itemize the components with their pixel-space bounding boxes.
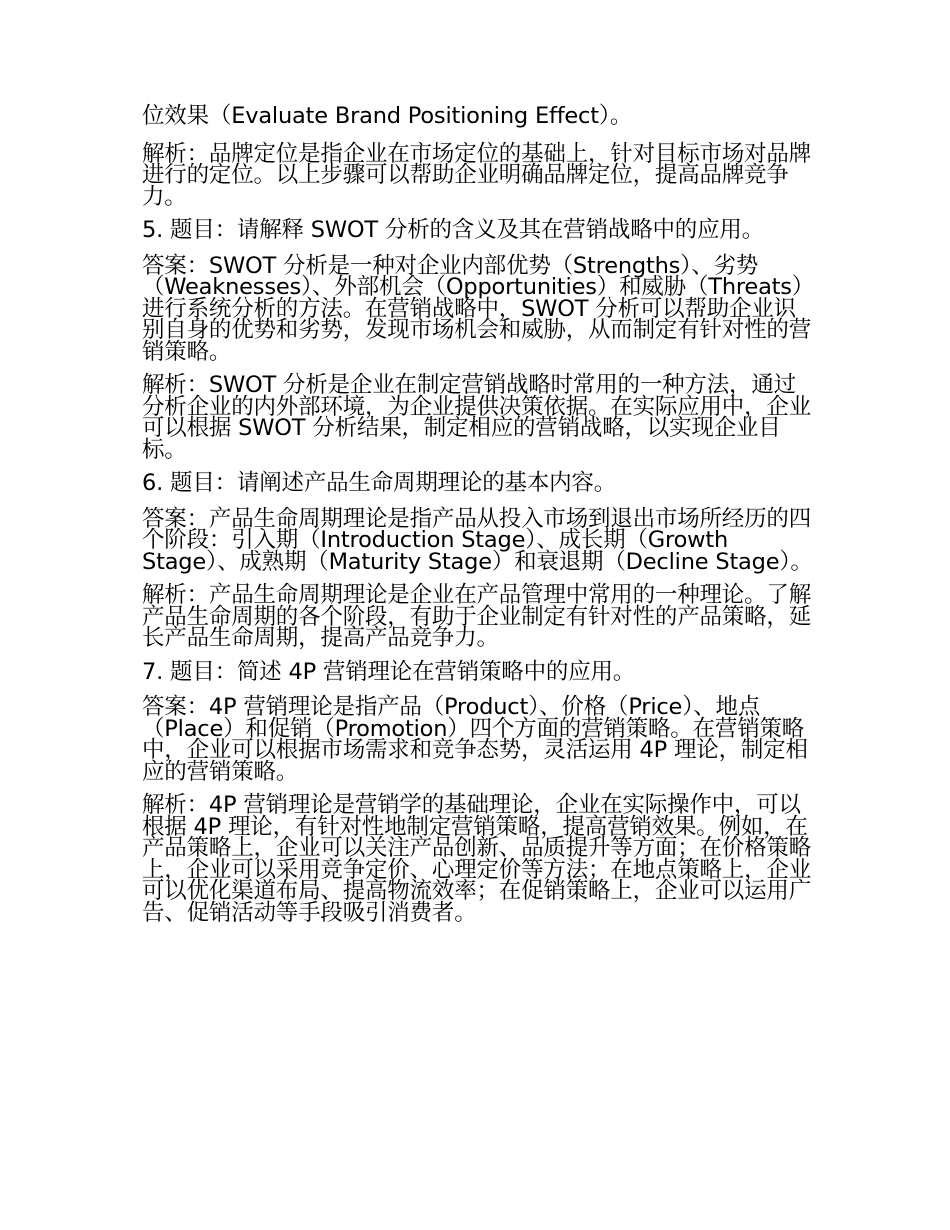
answer-6-product-lifecycle: 答案：产品生命周期理论是指产品从投入市场到退出市场所经历的四个阶段：引入期（Introduction Stage）、成长期（Growth Stage）、成熟期（Maturity Stage）和衰退期（Decline Stage）。 [142,505,813,575]
analysis-6-product-lifecycle: 解析：产品生命周期理论是企业在产品管理中常用的一种理论。了解产品生命周期的各个阶段，有助于企业制定有针对性的产品策略，延长产品生命周期，提高产品竞争力。 [142,582,812,651]
question-6-product-lifecycle: 6. 题目：请阐述产品生命周期理论的基本内容。 [142,470,617,496]
analysis-7-4p-marketing: 解析：4P 营销理论是营销学的基础理论，企业在实际操作中，可以根据 4P 理论，有针对性地制定营销策略，提高营销效果。例如，在产品策略上，企业可以关注产品创新、品质提升等方面；在价格策略上，企业可以采用竞争定价、心理定价等方法；在地点策略上，企业可以优化渠道布局、提高物流效率；在促销策略上，企业可以运用广告、促销活动等手段吸引消费者。 [142,792,812,926]
analysis-brand-positioning: 解析：品牌定位是指企业在市场定位的基础上，针对目标市场对品牌进行的定位。以上步骤可以帮助企业明确品牌定位，提高品牌竞争力。 [142,140,812,210]
answer-7-4p-marketing: 答案：4P 营销理论是指产品（Product）、价格（Price）、地点（Place）和促销（Promotion）四个方面的营销策略。在营销策略中，企业可以根据市场需求和竞争态势，灵活运用 4P 理论，制定相应的营销策略。 [142,694,808,785]
question-5-swot: 5. 题目：请解释 SWOT 分析的含义及其在营销战略中的应用。 [142,217,765,243]
analysis-5-swot: 解析：SWOT 分析是企业在制定营销战略时常用的一种方法，通过分析企业的内外部环境，为企业提供决策依据。在实际应用中，企业可以根据 SWOT 分析结果，制定相应的营销战略，以实现企业目标。 [142,372,812,463]
question-7-4p-marketing: 7. 题目：简述 4P 营销理论在营销策略中的应用。 [142,658,636,685]
answer-5-swot: 答案：SWOT 分析是一种对企业内部优势（Strengths）、劣势（Weaknesses）、外部机会（Opportunities）和威胁（Threats）进行系统分析的方法。在营销战略中，SWOT 分析可以帮助企业识别自身的优势和劣势，发现市场机会和威胁，从而制定有针对性的营销策略。 [142,252,812,365]
paragraph-brand-positioning-continuation: 位效果（Evaluate Brand Positioning Effect）。 [142,103,633,129]
document-page [142,103,814,936]
